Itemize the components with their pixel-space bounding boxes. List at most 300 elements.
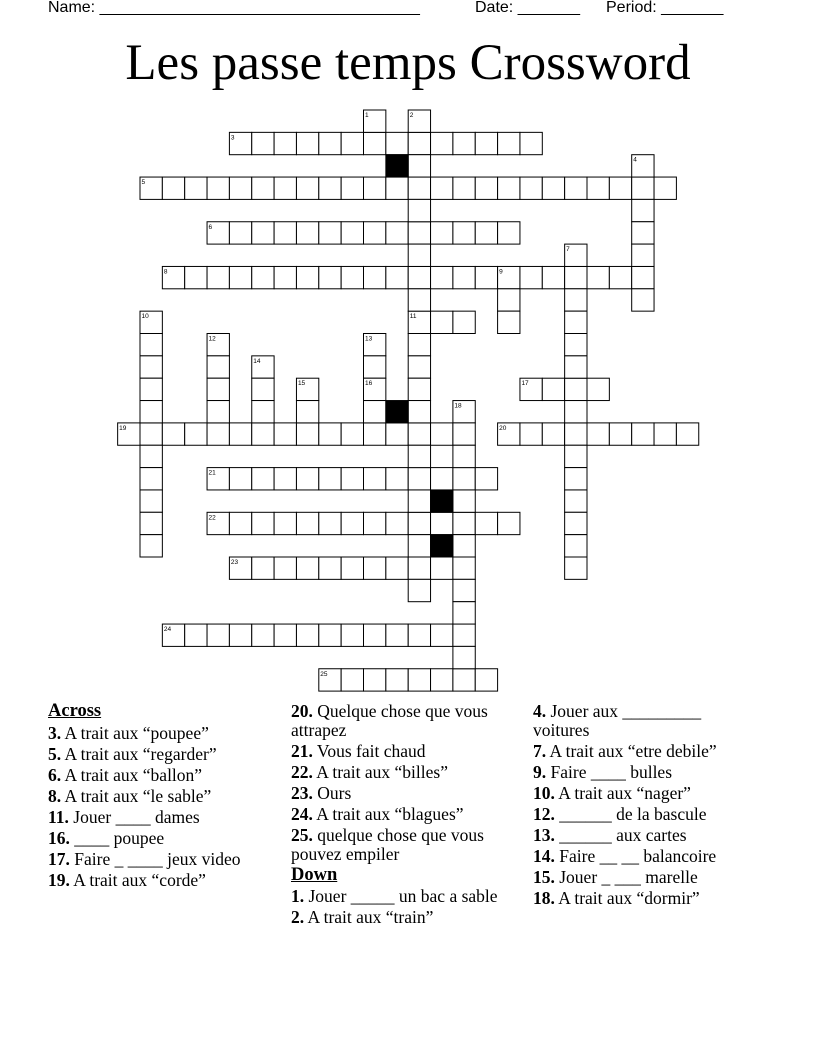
grid-cell[interactable] xyxy=(431,624,453,646)
grid-cell[interactable] xyxy=(185,423,207,445)
grid-cell[interactable] xyxy=(140,423,162,445)
grid-cell[interactable] xyxy=(520,177,542,199)
grid-cell[interactable] xyxy=(498,311,520,333)
grid-cell[interactable] xyxy=(408,535,430,557)
clue-number-label: 2 xyxy=(409,112,414,119)
clue-number: 4. xyxy=(533,701,547,721)
grid-cell[interactable] xyxy=(319,222,341,244)
grid-cell[interactable] xyxy=(229,512,251,534)
grid-cell[interactable] xyxy=(565,289,587,311)
grid-cell[interactable] xyxy=(408,512,430,534)
grid-cell[interactable] xyxy=(252,423,274,445)
clue-number-label: 10 xyxy=(141,313,149,321)
clue-text: A trait aux “train” xyxy=(304,907,434,928)
clue-item xyxy=(533,784,758,803)
grid-cell[interactable] xyxy=(252,401,274,423)
grid-cell[interactable] xyxy=(632,289,654,311)
grid-cell[interactable] xyxy=(364,177,386,199)
clue-text: A trait aux “le sable” xyxy=(61,785,212,806)
grid-cell[interactable] xyxy=(587,266,609,288)
grid-cell[interactable] xyxy=(453,602,475,624)
clue-number-label: 15 xyxy=(297,380,306,388)
grid-cell[interactable] xyxy=(364,423,386,445)
clue-text: Quelque chose que vous attrapez xyxy=(291,701,488,740)
grid-cell[interactable] xyxy=(408,579,430,601)
blocked-cell xyxy=(386,155,408,177)
clue-item xyxy=(533,702,758,739)
grid-cell[interactable] xyxy=(207,624,229,646)
grid-cell[interactable] xyxy=(565,177,587,199)
grid-cell[interactable] xyxy=(252,512,274,534)
grid-cell[interactable] xyxy=(475,222,497,244)
grid-cell[interactable] xyxy=(408,490,430,512)
grid-cell[interactable] xyxy=(408,244,430,266)
grid-cell[interactable] xyxy=(520,266,542,288)
name-field[interactable]: Name: ____________________________________ xyxy=(48,0,420,16)
clues-column-3 xyxy=(533,702,758,910)
clue-text: A trait aux “ballon” xyxy=(61,764,203,785)
clue-item xyxy=(533,805,758,824)
grid-cell[interactable] xyxy=(229,423,251,445)
clue-number-label: 6 xyxy=(208,223,213,231)
grid-cell[interactable] xyxy=(408,132,430,154)
clue-number: 10. xyxy=(533,782,555,803)
grid-cell[interactable] xyxy=(162,177,184,199)
grid-cell[interactable] xyxy=(364,468,386,490)
date-field[interactable]: Date: _______ xyxy=(475,0,580,16)
clue-number-label: 14 xyxy=(253,357,261,365)
grid-cell[interactable] xyxy=(319,557,341,579)
grid-cell[interactable] xyxy=(565,445,587,467)
grid-cell[interactable] xyxy=(475,512,497,534)
grid-cell[interactable] xyxy=(565,311,587,333)
clue-number: 5. xyxy=(48,743,62,764)
grid-cell[interactable] xyxy=(185,177,207,199)
grid-cell[interactable] xyxy=(408,222,430,244)
grid-cell[interactable] xyxy=(252,266,274,288)
grid-cell[interactable] xyxy=(475,266,497,288)
down-heading: Down xyxy=(291,864,338,885)
grid-cell[interactable] xyxy=(386,266,408,288)
clue-number: 15. xyxy=(533,867,555,888)
clue-text: A trait aux “nager” xyxy=(554,782,691,803)
grid-cell[interactable] xyxy=(431,423,453,445)
clue-number: 12. xyxy=(533,803,555,824)
grid-cell[interactable] xyxy=(207,401,229,423)
grid-cell[interactable] xyxy=(587,378,609,400)
grid-cell[interactable] xyxy=(431,512,453,534)
grid-cell[interactable] xyxy=(252,624,274,646)
grid-cell[interactable] xyxy=(274,512,296,534)
grid-cell[interactable] xyxy=(453,535,475,557)
grid-cell[interactable] xyxy=(609,266,631,288)
clue-text: Faire _ ____ jeux video xyxy=(69,849,241,870)
across-heading: Across xyxy=(48,701,102,721)
clue-text: Jouer aux _________ voitures xyxy=(533,701,702,740)
down-clue-list-2 xyxy=(533,702,758,908)
grid-cell[interactable] xyxy=(274,557,296,579)
grid-cell[interactable] xyxy=(229,624,251,646)
grid-cell[interactable] xyxy=(498,177,520,199)
grid-cell[interactable] xyxy=(386,222,408,244)
grid-cell[interactable] xyxy=(386,468,408,490)
blocked-cell xyxy=(386,401,408,423)
grid-cell[interactable] xyxy=(386,132,408,154)
grid-cell[interactable] xyxy=(364,401,386,423)
grid-cell[interactable] xyxy=(296,512,318,534)
clue-number: 25. xyxy=(291,825,313,846)
grid-cell[interactable] xyxy=(341,177,363,199)
clue-number-label: 3 xyxy=(230,134,235,142)
grid-cell[interactable] xyxy=(565,468,587,490)
clue-item xyxy=(533,868,758,887)
grid-cell[interactable] xyxy=(498,512,520,534)
grid-cell[interactable] xyxy=(296,401,318,423)
clue-number-label: 24 xyxy=(163,626,172,634)
grid-cell[interactable] xyxy=(229,222,251,244)
grid-cell[interactable] xyxy=(565,423,587,445)
page-title: Les passe temps Crossword xyxy=(125,35,691,91)
grid-cell[interactable] xyxy=(408,155,430,177)
grid-cell[interactable] xyxy=(296,423,318,445)
grid-cell[interactable] xyxy=(386,669,408,691)
clue-number: 18. xyxy=(533,888,555,909)
grid-cell[interactable] xyxy=(632,177,654,199)
clue-number: 3. xyxy=(48,722,62,743)
grid-cell[interactable] xyxy=(408,445,430,467)
grid-cell[interactable] xyxy=(252,378,274,400)
clue-text: ____ poupee xyxy=(69,828,165,849)
blocked-cell xyxy=(431,490,453,512)
grid-cell[interactable] xyxy=(341,222,363,244)
grid-cell[interactable] xyxy=(408,669,430,691)
grid-cell[interactable] xyxy=(565,512,587,534)
grid-cell[interactable] xyxy=(341,512,363,534)
clue-item xyxy=(48,787,273,806)
grid-cell[interactable] xyxy=(431,311,453,333)
grid-cell[interactable] xyxy=(140,378,162,400)
clue-text: Vous fait chaud xyxy=(312,740,426,761)
clue-number-label: 7 xyxy=(566,246,570,254)
grid-cell[interactable] xyxy=(140,356,162,378)
grid-cell[interactable] xyxy=(475,132,497,154)
grid-cell[interactable] xyxy=(453,222,475,244)
clue-text: A trait aux “corde” xyxy=(69,870,206,891)
grid-cell[interactable] xyxy=(386,423,408,445)
clue-number: 21. xyxy=(291,740,313,761)
clue-text: A trait aux “regarder” xyxy=(61,743,217,764)
grid-cell[interactable] xyxy=(274,266,296,288)
grid-cell[interactable] xyxy=(498,289,520,311)
grid-cell[interactable] xyxy=(319,177,341,199)
grid-cell[interactable] xyxy=(542,177,564,199)
grid-cell[interactable] xyxy=(632,222,654,244)
clues-column-1 xyxy=(48,702,273,892)
grid-cell[interactable] xyxy=(408,289,430,311)
grid-cell[interactable] xyxy=(296,624,318,646)
clue-number: 8. xyxy=(48,785,62,806)
grid-cell[interactable] xyxy=(431,669,453,691)
grid-cell[interactable] xyxy=(453,646,475,668)
clue-number-label: 13 xyxy=(365,335,373,343)
clue-item xyxy=(533,763,758,782)
grid-cell[interactable] xyxy=(341,557,363,579)
clue-number-label: 1 xyxy=(365,112,369,119)
grid-cell[interactable] xyxy=(185,624,207,646)
grid-cell[interactable] xyxy=(408,624,430,646)
grid-cell[interactable] xyxy=(475,468,497,490)
grid-cell[interactable] xyxy=(408,557,430,579)
grid-cell[interactable] xyxy=(386,512,408,534)
clue-number: 13. xyxy=(533,825,555,846)
grid-cell[interactable] xyxy=(207,177,229,199)
grid-cell[interactable] xyxy=(453,423,475,445)
grid-cell[interactable] xyxy=(274,177,296,199)
grid-cell[interactable] xyxy=(274,222,296,244)
grid-cell[interactable] xyxy=(274,132,296,154)
clue-number: 14. xyxy=(533,846,555,867)
grid-cell[interactable] xyxy=(453,468,475,490)
grid-cell[interactable] xyxy=(565,266,587,288)
clue-text: A trait aux “poupee” xyxy=(61,722,209,743)
clue-item xyxy=(533,826,758,845)
clue-item xyxy=(291,887,516,906)
grid-cell[interactable] xyxy=(341,669,363,691)
clue-number-label: 11 xyxy=(409,313,417,321)
across-clue-list-2 xyxy=(291,702,516,863)
grid-cell[interactable] xyxy=(632,244,654,266)
grid-cell[interactable] xyxy=(408,356,430,378)
grid-cell[interactable] xyxy=(498,132,520,154)
grid-cell[interactable] xyxy=(676,423,698,445)
grid-cell[interactable] xyxy=(207,356,229,378)
grid-cell[interactable] xyxy=(453,557,475,579)
grid-cell[interactable] xyxy=(140,445,162,467)
grid-cell[interactable] xyxy=(319,132,341,154)
grid-cell[interactable] xyxy=(341,266,363,288)
grid-cell[interactable] xyxy=(475,669,497,691)
grid-cell[interactable] xyxy=(431,266,453,288)
grid-cell[interactable] xyxy=(587,177,609,199)
grid-cell[interactable] xyxy=(654,423,676,445)
clue-number-label: 5 xyxy=(141,179,146,187)
clue-text: ______ aux cartes xyxy=(554,825,687,846)
grid-cell[interactable] xyxy=(453,512,475,534)
clue-text: Faire ____ bulles xyxy=(546,761,673,782)
grid-cell[interactable] xyxy=(364,266,386,288)
grid-cell[interactable] xyxy=(252,222,274,244)
clue-item xyxy=(291,763,516,782)
grid-cell[interactable] xyxy=(319,512,341,534)
grid-cell[interactable] xyxy=(162,423,184,445)
grid-cell[interactable] xyxy=(408,199,430,221)
grid-cell[interactable] xyxy=(453,490,475,512)
grid-cell[interactable] xyxy=(229,468,251,490)
grid-cell[interactable] xyxy=(431,557,453,579)
grid-cell[interactable] xyxy=(364,512,386,534)
grid-cell[interactable] xyxy=(341,132,363,154)
grid-cell[interactable] xyxy=(207,378,229,400)
clue-item xyxy=(48,724,273,743)
grid-cell[interactable] xyxy=(431,132,453,154)
grid-cell[interactable] xyxy=(542,378,564,400)
grid-cell[interactable] xyxy=(431,468,453,490)
grid-cell[interactable] xyxy=(296,266,318,288)
grid-cell[interactable] xyxy=(565,557,587,579)
grid-cell[interactable] xyxy=(364,624,386,646)
grid-cell[interactable] xyxy=(453,669,475,691)
grid-cell[interactable] xyxy=(520,423,542,445)
grid-cell[interactable] xyxy=(632,199,654,221)
grid-cell[interactable] xyxy=(296,177,318,199)
grid-cell[interactable] xyxy=(386,177,408,199)
grid-cell[interactable] xyxy=(252,557,274,579)
grid-cell[interactable] xyxy=(364,557,386,579)
grid-cell[interactable] xyxy=(609,177,631,199)
grid-cell[interactable] xyxy=(140,535,162,557)
grid-cell[interactable] xyxy=(341,468,363,490)
grid-cell[interactable] xyxy=(296,557,318,579)
grid-cell[interactable] xyxy=(252,132,274,154)
down-clue-list-1 xyxy=(291,887,516,927)
grid-cell[interactable] xyxy=(319,423,341,445)
grid-cell[interactable] xyxy=(565,356,587,378)
grid-cell[interactable] xyxy=(453,311,475,333)
grid-cell[interactable] xyxy=(140,334,162,356)
grid-cell[interactable] xyxy=(207,423,229,445)
clue-text: Jouer ____ dames xyxy=(68,806,200,827)
grid-cell[interactable] xyxy=(565,334,587,356)
grid-cell[interactable] xyxy=(229,266,251,288)
clue-number-label: 4 xyxy=(633,156,637,164)
period-field[interactable]: Period: _______ xyxy=(606,0,724,16)
grid-cell[interactable] xyxy=(386,624,408,646)
grid-cell[interactable] xyxy=(431,222,453,244)
clue-item xyxy=(48,745,273,764)
grid-cell[interactable] xyxy=(632,266,654,288)
grid-cell[interactable] xyxy=(453,266,475,288)
clue-number: 16. xyxy=(48,828,70,849)
grid-cell[interactable] xyxy=(319,468,341,490)
clue-number: 20. xyxy=(291,701,313,721)
clue-number-label: 19 xyxy=(119,424,127,432)
grid-cell[interactable] xyxy=(296,468,318,490)
grid-cell[interactable] xyxy=(453,579,475,601)
grid-cell[interactable] xyxy=(252,177,274,199)
clue-number-label: 21 xyxy=(208,469,216,477)
grid-cell[interactable] xyxy=(319,266,341,288)
clue-number-label: 16 xyxy=(365,380,373,388)
grid-cell[interactable] xyxy=(364,132,386,154)
grid-cell[interactable] xyxy=(341,423,363,445)
grid-cell[interactable] xyxy=(207,266,229,288)
grid-cell[interactable] xyxy=(185,266,207,288)
grid-cell[interactable] xyxy=(587,423,609,445)
grid-cell[interactable] xyxy=(453,132,475,154)
clue-number: 23. xyxy=(291,782,313,803)
grid-cell[interactable] xyxy=(140,401,162,423)
clue-number-label: 9 xyxy=(499,268,503,276)
clue-number: 7. xyxy=(533,740,547,761)
clue-text: A trait aux “etre debile” xyxy=(546,740,717,761)
grid-cell[interactable] xyxy=(475,177,497,199)
clue-item xyxy=(291,742,516,761)
grid-cell[interactable] xyxy=(632,423,654,445)
grid-cell[interactable] xyxy=(498,222,520,244)
clue-text: Jouer _____ un bac a sable xyxy=(304,886,498,907)
clue-number: 24. xyxy=(291,803,313,824)
clue-item xyxy=(533,847,758,866)
clue-item xyxy=(291,784,516,803)
grid-cell[interactable] xyxy=(296,222,318,244)
grid-cell[interactable] xyxy=(319,624,341,646)
clue-number: 17. xyxy=(48,849,70,870)
clue-number: 1. xyxy=(291,886,305,907)
blocked-cell xyxy=(431,535,453,557)
grid-cell[interactable] xyxy=(296,132,318,154)
grid-cell[interactable] xyxy=(565,490,587,512)
grid-cell[interactable] xyxy=(274,468,296,490)
grid-cell[interactable] xyxy=(274,624,296,646)
grid-cell[interactable] xyxy=(453,177,475,199)
clue-item xyxy=(48,766,273,785)
grid-cell[interactable] xyxy=(565,378,587,400)
grid-cell[interactable] xyxy=(520,132,542,154)
grid-cell[interactable] xyxy=(252,468,274,490)
grid-cell[interactable] xyxy=(565,535,587,557)
grid-cell[interactable] xyxy=(364,222,386,244)
clue-item xyxy=(291,702,516,739)
clue-item xyxy=(48,850,273,869)
clue-number: 2. xyxy=(291,907,305,928)
grid-cell[interactable] xyxy=(431,177,453,199)
grid-cell[interactable] xyxy=(364,356,386,378)
grid-cell[interactable] xyxy=(408,177,430,199)
clue-number-label: 20 xyxy=(499,424,507,432)
clue-number: 11. xyxy=(48,806,69,827)
grid-cell[interactable] xyxy=(408,401,430,423)
grid-cell[interactable] xyxy=(364,669,386,691)
grid-cell[interactable] xyxy=(408,334,430,356)
grid-cell[interactable] xyxy=(408,266,430,288)
grid-cell[interactable] xyxy=(140,468,162,490)
clue-item xyxy=(533,889,758,908)
clue-number: 6. xyxy=(48,764,62,785)
grid-cell[interactable] xyxy=(408,378,430,400)
grid-cell[interactable] xyxy=(386,557,408,579)
grid-cell[interactable] xyxy=(453,624,475,646)
clue-number: 19. xyxy=(48,870,70,891)
grid-cell[interactable] xyxy=(542,266,564,288)
clue-item xyxy=(48,871,273,890)
grid-cell[interactable] xyxy=(229,177,251,199)
clue-text: Jouer _ ___ marelle xyxy=(554,867,698,888)
clue-number-label: 12 xyxy=(208,335,216,343)
grid-cell[interactable] xyxy=(341,624,363,646)
grid-cell[interactable] xyxy=(140,512,162,534)
grid-cell[interactable] xyxy=(609,423,631,445)
grid-cell[interactable] xyxy=(453,445,475,467)
grid-cell[interactable] xyxy=(408,423,430,445)
grid-cell[interactable] xyxy=(140,490,162,512)
grid-cell[interactable] xyxy=(654,177,676,199)
grid-cell[interactable] xyxy=(542,423,564,445)
grid-cell[interactable] xyxy=(408,468,430,490)
grid-cell[interactable] xyxy=(274,423,296,445)
clue-text: Ours xyxy=(312,782,352,803)
clue-text: Faire __ __ balancoire xyxy=(554,846,717,867)
grid-cell[interactable] xyxy=(565,401,587,423)
